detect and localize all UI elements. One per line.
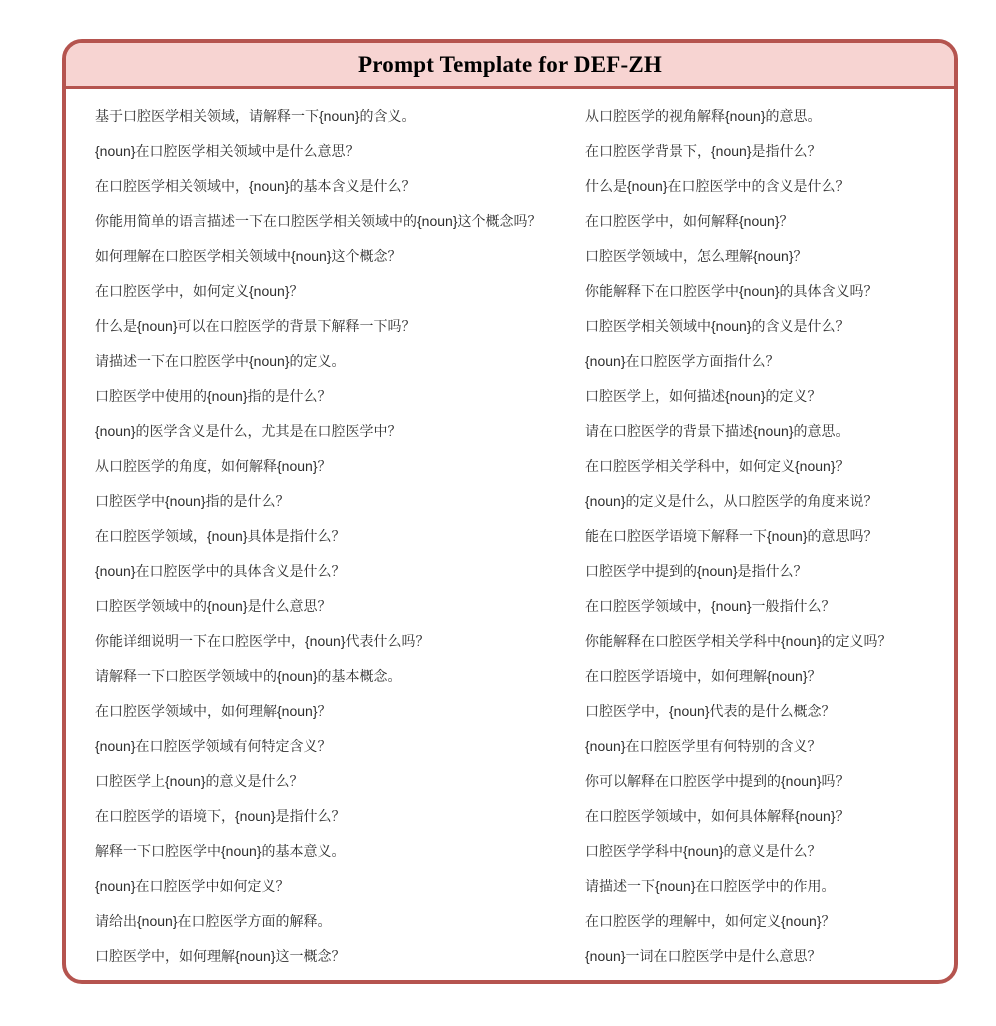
prompt-line: 口腔医学中，如何理解{noun}这一概念？ xyxy=(95,948,346,964)
prompt-line: 从口腔医学的视角解释{noun}的意思。 xyxy=(585,108,822,124)
prompt-line: 请解释一下口腔医学领域中的{noun}的基本概念。 xyxy=(95,668,402,684)
prompt-line: {noun}在口腔医学里有何特别的含义？ xyxy=(585,738,822,754)
prompt-line: 在口腔医学语境中，如何理解{noun}？ xyxy=(585,668,822,684)
prompt-line: 如何理解在口腔医学相关领域中{noun}这个概念？ xyxy=(95,248,402,264)
prompt-line: 在口腔医学相关领域中，{noun}的基本含义是什么？ xyxy=(95,178,416,194)
prompt-column-left xyxy=(95,99,585,974)
prompt-line: 在口腔医学领域中，如何理解{noun}？ xyxy=(95,703,332,719)
prompt-line: 从口腔医学的角度，如何解释{noun}？ xyxy=(95,458,332,474)
prompt-line: {noun}在口腔医学相关领域中是什么意思？ xyxy=(95,143,360,159)
prompt-line: {noun}在口腔医学方面指什么？ xyxy=(585,353,780,369)
prompt-line: 口腔医学中使用的{noun}指的是什么？ xyxy=(95,388,332,404)
prompt-line: 请描述一下在口腔医学中{noun}的定义。 xyxy=(95,353,346,369)
prompt-line: 请描述一下{noun}在口腔医学中的作用。 xyxy=(585,878,836,894)
prompt-line: 能在口腔医学语境下解释一下{noun}的意思吗？ xyxy=(585,528,878,544)
prompt-line: 在口腔医学领域中，{noun}一般指什么？ xyxy=(585,598,836,614)
prompt-line: {noun}在口腔医学中如何定义？ xyxy=(95,878,290,894)
prompt-column-right xyxy=(585,99,954,974)
prompt-line: 口腔医学上{noun}的意义是什么？ xyxy=(95,773,304,789)
prompt-line: {noun}在口腔医学中的具体含义是什么？ xyxy=(95,563,346,579)
prompt-line: 口腔医学中提到的{noun}是指什么？ xyxy=(585,563,808,579)
prompt-line: 口腔医学相关领域中{noun}的含义是什么？ xyxy=(585,318,850,334)
prompt-line: 在口腔医学的语境下，{noun}是指什么？ xyxy=(95,808,346,824)
prompt-line: 在口腔医学领域中，如何具体解释{noun}？ xyxy=(585,808,850,824)
prompt-line: 请给出{noun}在口腔医学方面的解释。 xyxy=(95,913,332,929)
prompt-template-box xyxy=(62,39,958,984)
prompt-line: 什么是{noun}可以在口腔医学的背景下解释一下吗？ xyxy=(95,318,416,334)
prompt-line: 在口腔医学相关学科中，如何定义{noun}？ xyxy=(585,458,850,474)
prompt-line: 你能解释在口腔医学相关学科中{noun}的定义吗？ xyxy=(585,633,892,649)
prompt-line: 你可以解释在口腔医学中提到的{noun}吗？ xyxy=(585,773,850,789)
prompt-line: 口腔医学上，如何描述{noun}的定义？ xyxy=(585,388,822,404)
prompt-list-container xyxy=(66,89,954,974)
prompt-line: 你能解释下在口腔医学中{noun}的具体含义吗？ xyxy=(585,283,878,299)
prompt-box-header xyxy=(66,43,954,89)
prompt-line: 口腔医学中{noun}指的是什么？ xyxy=(95,493,290,509)
prompt-line: 口腔医学学科中{noun}的意义是什么？ xyxy=(585,843,822,859)
prompt-line: {noun}在口腔医学领域有何特定含义？ xyxy=(95,738,332,754)
prompt-line: 口腔医学领域中的{noun}是什么意思？ xyxy=(95,598,332,614)
prompt-line: 口腔医学中，{noun}代表的是什么概念？ xyxy=(585,703,836,719)
prompt-line: 在口腔医学中，如何解释{noun}？ xyxy=(585,213,794,229)
prompt-line: 在口腔医学背景下，{noun}是指什么？ xyxy=(585,143,822,159)
prompt-line: 在口腔医学中，如何定义{noun}？ xyxy=(95,283,304,299)
page-title: Prompt Template for DEF-ZH xyxy=(358,51,662,77)
prompt-line: 在口腔医学的理解中，如何定义{noun}？ xyxy=(585,913,836,929)
prompt-line: {noun}一词在口腔医学中是什么意思？ xyxy=(585,948,822,964)
prompt-line: 请在口腔医学的背景下描述{noun}的意思。 xyxy=(585,423,850,439)
prompt-line: 在口腔医学领域，{noun}具体是指什么？ xyxy=(95,528,346,544)
prompt-line: 什么是{noun}在口腔医学中的含义是什么？ xyxy=(585,178,850,194)
prompt-line: 你能详细说明一下在口腔医学中，{noun}代表什么吗？ xyxy=(95,633,430,649)
prompt-line: 基于口腔医学相关领域，请解释一下{noun}的含义。 xyxy=(95,108,416,124)
prompt-line: 口腔医学领域中，怎么理解{noun}？ xyxy=(585,248,808,264)
prompt-line: {noun}的医学含义是什么，尤其是在口腔医学中？ xyxy=(95,423,402,439)
prompt-line: 你能用简单的语言描述一下在口腔医学相关领域中的{noun}这个概念吗？ xyxy=(95,213,542,229)
prompt-line: {noun}的定义是什么，从口腔医学的角度来说？ xyxy=(585,493,878,509)
prompt-line: 解释一下口腔医学中{noun}的基本意义。 xyxy=(95,843,346,859)
